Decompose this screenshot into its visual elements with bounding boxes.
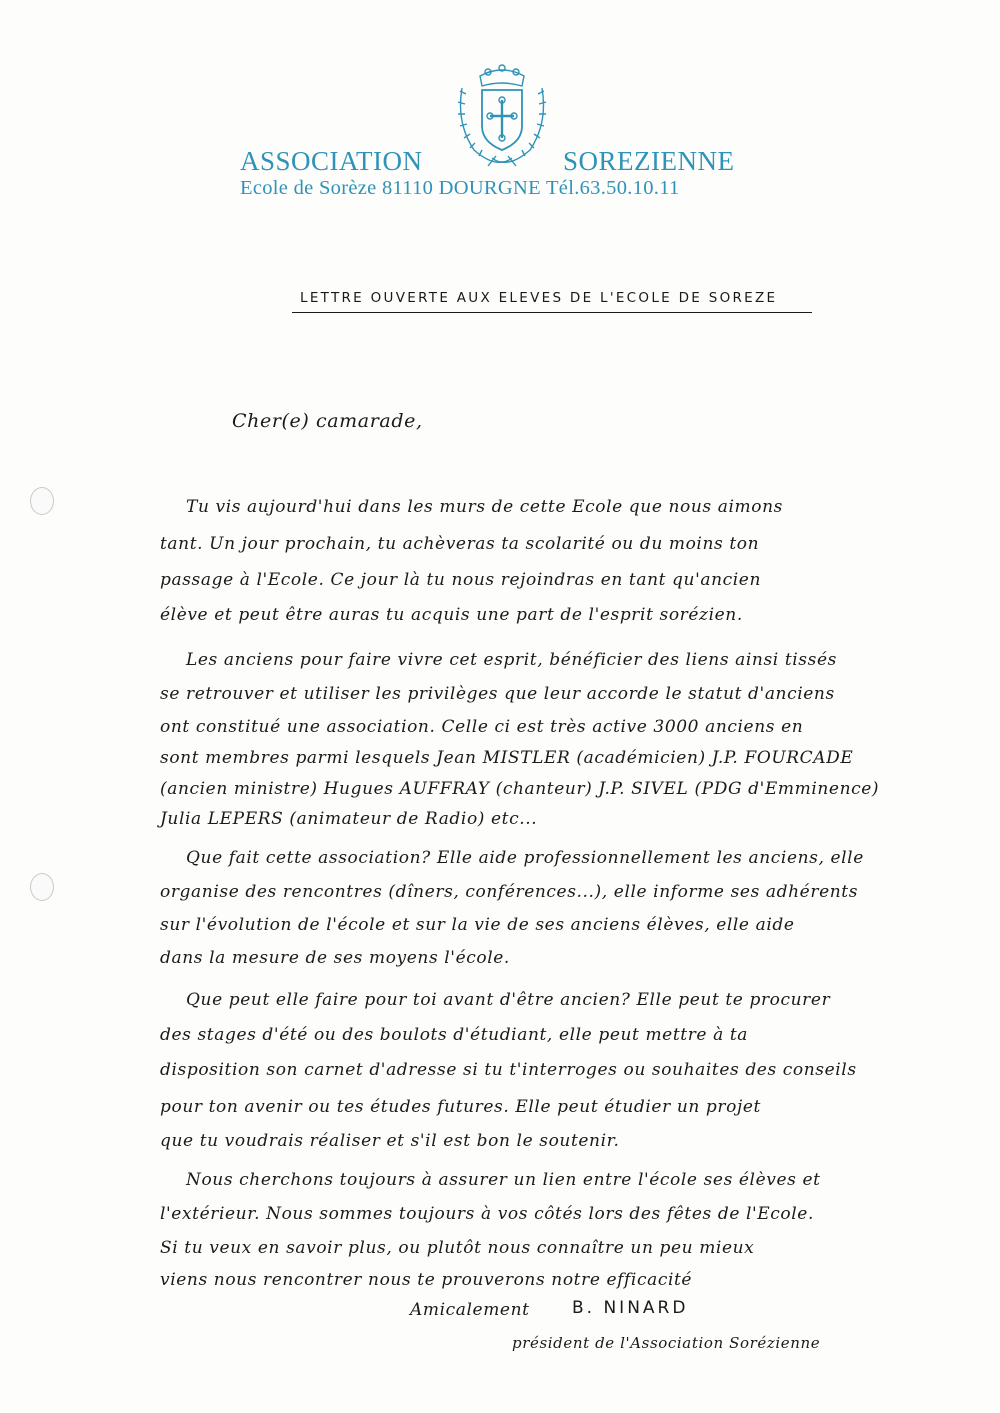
letter-line: Que peut elle faire pour toi avant d'être ancien? Elle peut te procurer [186,990,831,1010]
letter-line: sur l'évolution de l'école et sur la vie de ses anciens élèves, elle aide [160,915,795,935]
letter-line: Nous cherchons toujours à assurer un lien entre l'école ses élèves et [186,1170,821,1190]
letter-title: LETTRE OUVERTE AUX ELEVES DE L'ECOLE DE SOREZE [300,290,778,306]
letter-line: organise des rencontres (dîners, conférences...), elle informe ses adhérents [160,882,859,902]
letter-line: dans la mesure de ses moyens l'école. [160,948,510,968]
letter-line: disposition son carnet d'adresse si tu t'interroges ou souhaites des conseils [160,1060,857,1080]
letter-line: Que fait cette association? Elle aide professionnellement les anciens, elle [186,848,864,868]
closing: Amicalement [410,1300,530,1320]
letter-line: pour ton avenir ou tes études futures. Elle peut étudier un projet [160,1097,761,1117]
letter-line: sont membres parmi lesquels Jean MISTLER (académicien) J.P. FOURCADE [160,748,854,768]
letter-line: Si tu veux en savoir plus, ou plutôt nous connaître un peu mieux [160,1238,755,1258]
letter-line: des stages d'été ou des boulots d'étudiant, elle peut mettre à ta [160,1025,749,1045]
letter-line: tant. Un jour prochain, tu achèveras ta scolarité ou du moins ton [160,534,760,554]
letter-line: Julia LEPERS (animateur de Radio) etc... [160,809,538,829]
letter-line: l'extérieur. Nous sommes toujours à vos côtés lors des fêtes de l'Ecole. [160,1204,814,1224]
letter-line: passage à l'Ecole. Ce jour là tu nous rejoindras en tant qu'ancien [160,570,762,590]
salutation: Cher(e) camarade, [232,410,423,432]
letter-line: Les anciens pour faire vivre cet esprit, bénéficier des liens ainsi tissés [186,650,837,670]
crest-icon [452,58,552,170]
signer-title: président de l'Association Sorézienne [512,1334,821,1352]
punch-hole [30,873,54,901]
org-name-part-2: SOREZIENNE [563,146,735,176]
letter-line: ont constitué une association. Celle ci est très active 3000 anciens en [160,717,804,737]
title-underline [292,312,812,313]
letter-line: viens nous rencontrer nous te prouverons notre efficacité [160,1270,693,1290]
letter-line: (ancien ministre) Hugues AUFFRAY (chanteur) J.P. SIVEL (PDG d'Emminence) [160,779,880,799]
org-name-part-1: ASSOCIATION [240,146,423,176]
letter-line: se retrouver et utiliser les privilèges que leur accorde le statut d'anciens [160,684,835,704]
letter-line: que tu voudrais réaliser et s'il est bon le soutenir. [160,1131,620,1151]
org-address: Ecole de Sorèze 81110 DOURGNE Tél.63.50.10.11 [240,177,680,199]
punch-hole [30,487,54,515]
letter-line: élève et peut être auras tu acquis une part de l'esprit sorézien. [160,605,743,625]
signature: B. NINARD [572,1298,689,1318]
letter-line: Tu vis aujourd'hui dans les murs de cette Ecole que nous aimons [186,497,783,517]
